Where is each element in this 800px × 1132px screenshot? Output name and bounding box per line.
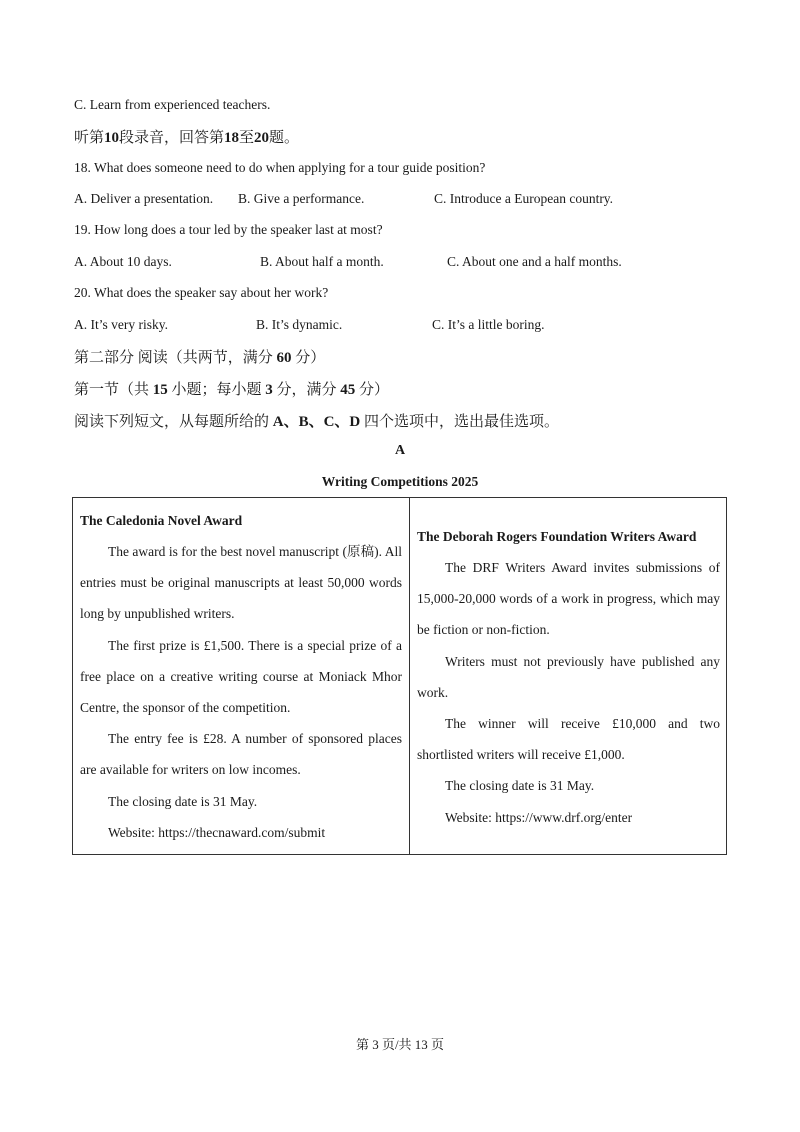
- drf-paragraph-2: Writers must not previously have published any work.: [417, 653, 720, 700]
- caledonia-award-cell: [80, 506, 402, 848]
- instruction-text: 听第: [74, 130, 105, 146]
- caledonia-website: Website: https://thecnaward.com/submit: [108, 824, 326, 840]
- section-one-heading: [74, 378, 389, 399]
- q18-option-b: B. Give a performance.: [238, 191, 365, 206]
- drf-award-cell: [417, 522, 720, 833]
- question-count: 15: [152, 382, 168, 398]
- part-two-score: 60: [276, 350, 292, 366]
- part-two-text: 分）: [291, 350, 326, 366]
- caledonia-paragraph-2: The first prize is £1,500. There is a special prize of a free place on a creative writing course at Moniack Mhor Centre, the sponsor of the competition.: [80, 637, 402, 716]
- directions-text: 四个选项中，选出最佳选项。: [360, 414, 560, 430]
- question-19-stem: 19. How long does a tour led by the speaker last at most?: [74, 222, 383, 237]
- caledonia-award-title: The Caledonia Novel Award: [80, 513, 243, 528]
- q18-option-c: C. Introduce a European country.: [434, 191, 614, 206]
- total-points: 45: [340, 382, 356, 398]
- question-20-stem: 20. What does the speaker say about her work?: [74, 285, 329, 300]
- awards-table: [72, 497, 727, 855]
- option-letters: A、B、C、D: [272, 414, 361, 430]
- question-start-number: 18: [224, 130, 240, 146]
- passage-title: Writing Competitions 2025: [321, 474, 479, 489]
- q19-option-a: A. About 10 days.: [74, 254, 172, 269]
- points-each: 3: [265, 382, 273, 398]
- segment-number: 10: [104, 130, 120, 146]
- table-column-divider: [409, 498, 410, 854]
- instruction-text: 段录音，回答第: [119, 130, 225, 146]
- listening-section-instruction: [74, 126, 299, 147]
- question-18-stem: 18. What does someone need to do when applying for a tour guide position?: [74, 160, 486, 175]
- section-one-text: 小题；每小题: [167, 382, 266, 398]
- drf-paragraph-3: The winner will receive £10,000 and two shortlisted writers will receive £1,000.: [417, 716, 720, 763]
- caledonia-paragraph-1: The award is for the best novel manuscript (原稿). All entries must be original manuscripts at least 50,000 words long by unpublished writers.: [80, 544, 402, 622]
- part-two-text: 第二部分 阅读（共两节，满分: [74, 350, 277, 366]
- drf-award-title: The Deborah Rogers Foundation Writers Award: [417, 529, 697, 544]
- instruction-text: 至: [239, 130, 255, 146]
- part-two-heading: [74, 346, 325, 367]
- reading-directions: [74, 410, 559, 431]
- q20-option-c: C. It’s a little boring.: [432, 317, 545, 332]
- instruction-text: 题。: [269, 130, 300, 146]
- section-one-text: 分）: [355, 382, 390, 398]
- q19-option-c: C. About one and a half months.: [447, 254, 622, 269]
- drf-website: Website: https://www.drf.org/enter: [445, 809, 633, 825]
- q18-option-a: A. Deliver a presentation.: [74, 191, 214, 206]
- section-one-text: 分，满分: [272, 382, 341, 398]
- caledonia-closing-date: The closing date is 31 May.: [108, 793, 258, 809]
- q20-option-a: A. It’s very risky.: [74, 317, 168, 332]
- option-c-top: C. Learn from experienced teachers.: [74, 97, 271, 112]
- directions-text: 阅读下列短文，从每题所给的: [74, 414, 273, 430]
- page-footer: 第 3 页/共 13 页: [355, 1037, 445, 1052]
- q19-option-b: B. About half a month.: [260, 254, 384, 269]
- question-end-number: 20: [254, 130, 270, 146]
- q20-option-b: B. It’s dynamic.: [256, 317, 343, 332]
- drf-paragraph-1: The DRF Writers Award invites submissions of 15,000-20,000 words of a work in progress, which may be fiction or non-fiction.: [417, 560, 720, 638]
- passage-letter: A: [394, 443, 406, 458]
- caledonia-paragraph-3: The entry fee is £28. A number of sponsored places are available for writers on low incomes.: [80, 731, 402, 778]
- drf-closing-date: The closing date is 31 May.: [445, 778, 595, 794]
- section-one-text: 第一节（共: [74, 382, 153, 398]
